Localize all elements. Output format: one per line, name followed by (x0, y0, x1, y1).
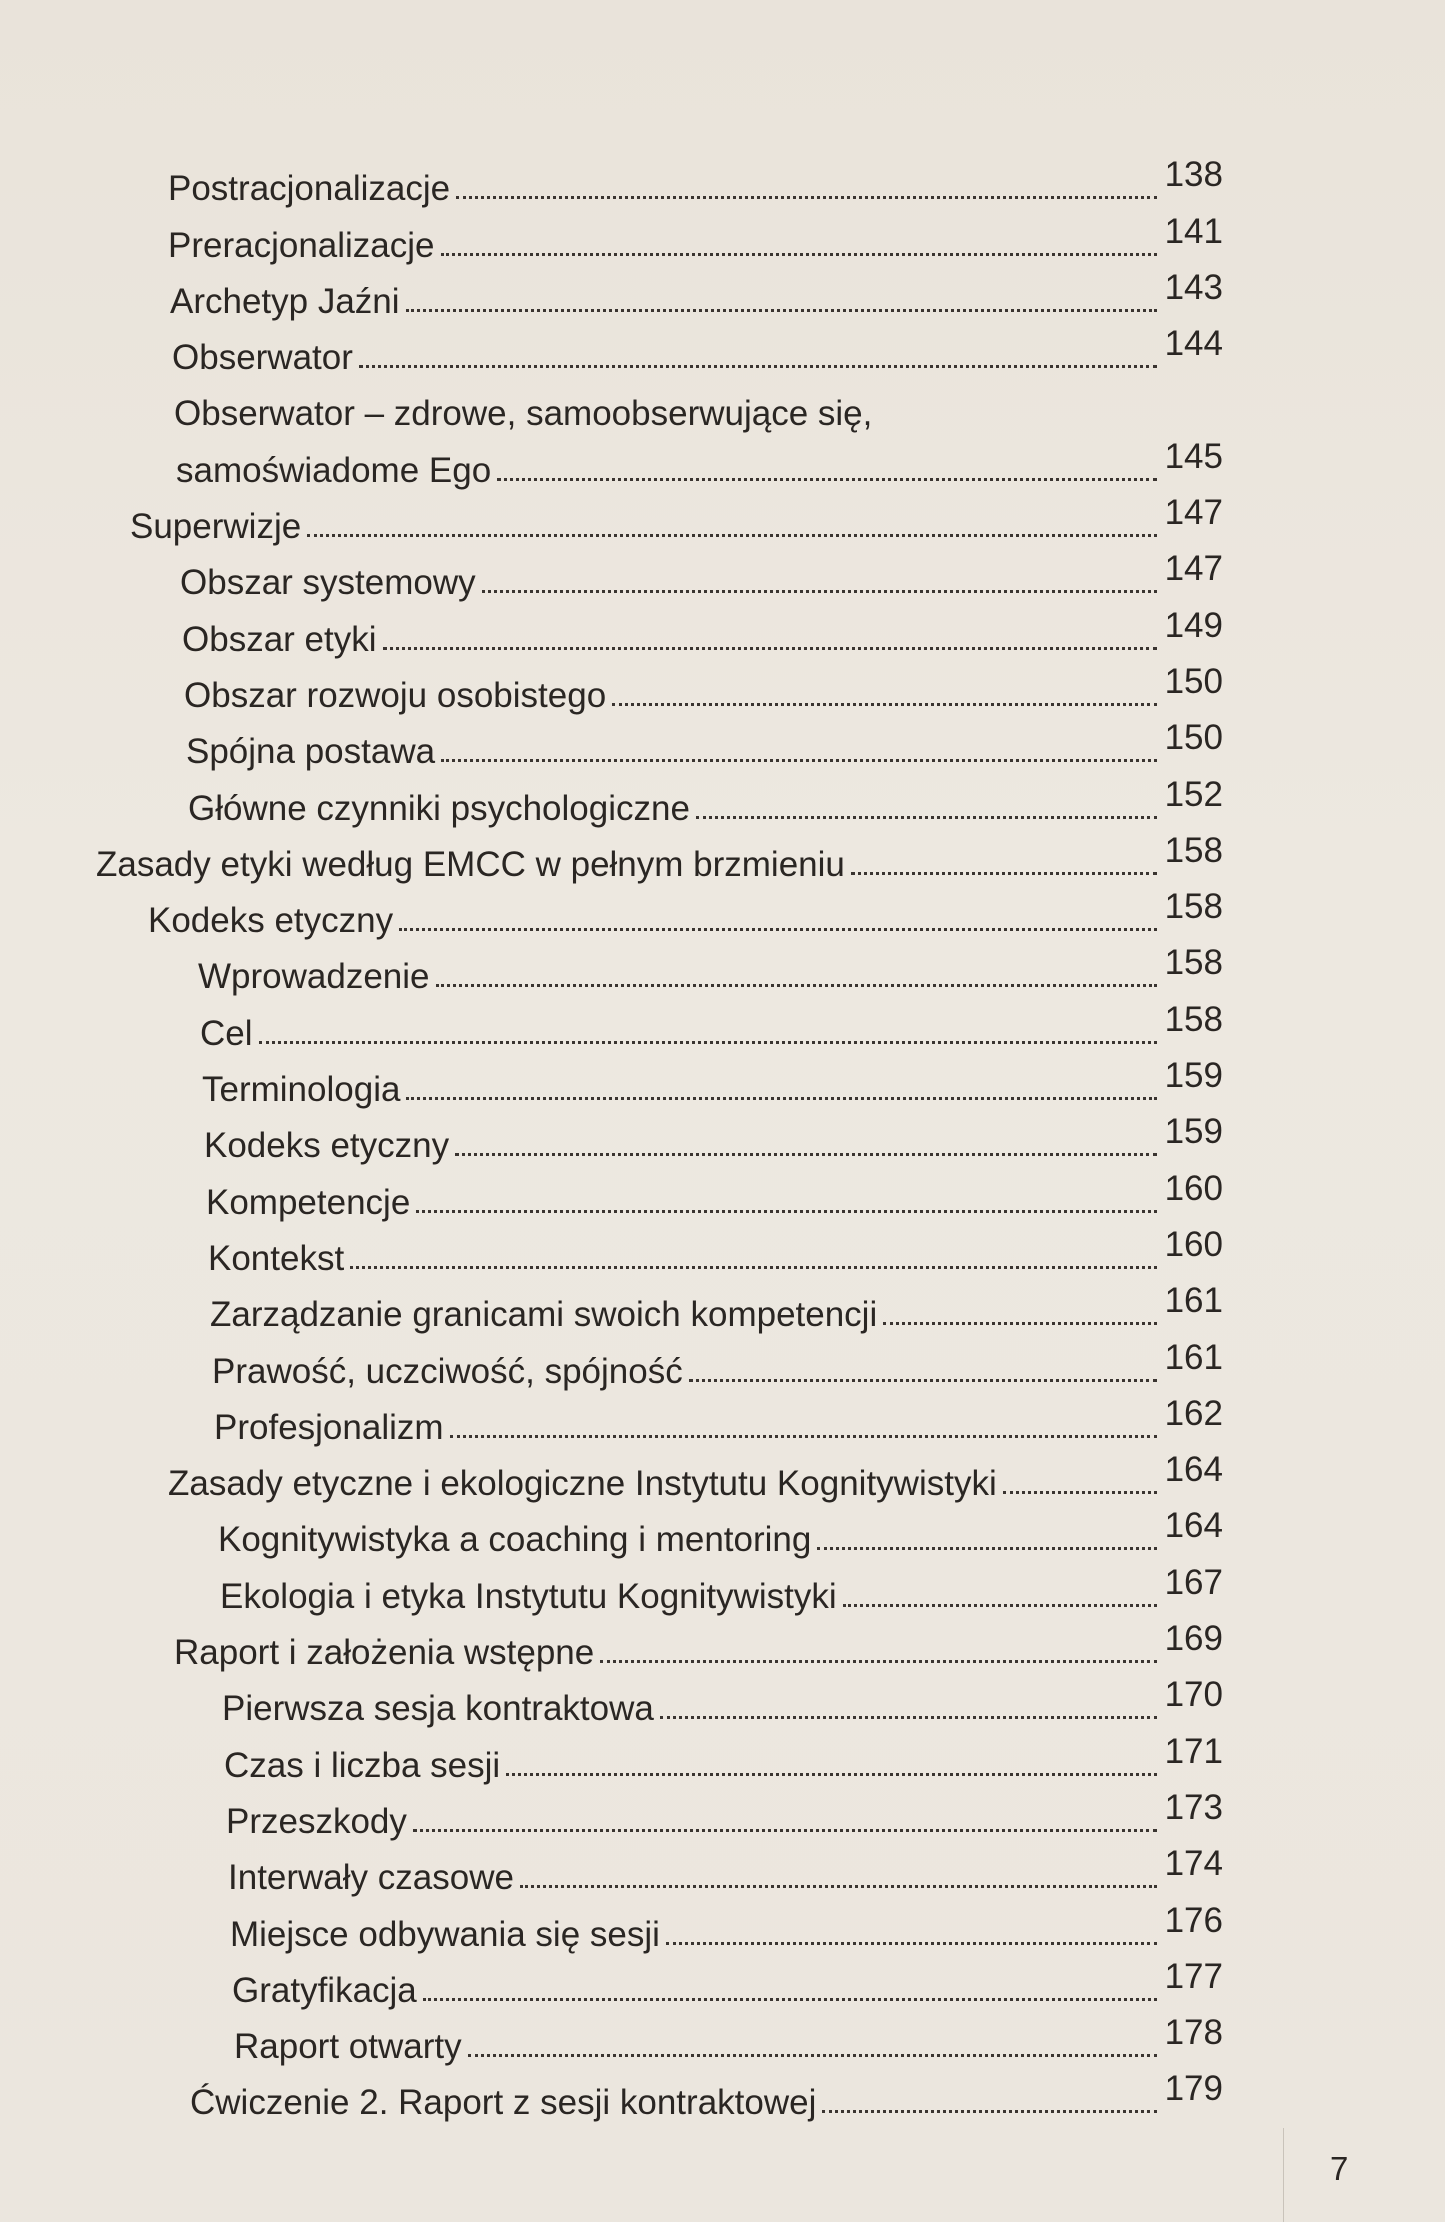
toc-entry-title: Kognitywistyka a coaching i mentoring (218, 1520, 812, 1560)
toc-entry (0, 488, 1445, 547)
toc-entry (0, 319, 1445, 378)
toc-entry-page: 164 (1164, 1506, 1223, 1546)
toc-entry-page: 178 (1164, 2013, 1223, 2053)
toc-entry-page: 149 (1164, 605, 1223, 645)
toc-entry (0, 1895, 1445, 1954)
toc-entry-page: 158 (1164, 830, 1223, 870)
toc-entry-page: 159 (1164, 1056, 1223, 1096)
dot-leader (468, 2054, 1157, 2057)
toc-entry (0, 375, 1445, 434)
dot-leader (416, 1210, 1157, 1213)
toc-entry-page: 161 (1164, 1281, 1223, 1321)
dot-leader (359, 365, 1157, 368)
toc-entry (0, 1107, 1445, 1166)
dot-leader (822, 2110, 1157, 2113)
toc-entry (0, 882, 1445, 941)
toc-entry-title: Zarządzanie granicami swoich kompetencji (210, 1295, 878, 1335)
dot-leader (350, 1266, 1157, 1269)
dot-leader (441, 253, 1157, 256)
toc-entry (0, 1051, 1445, 1110)
dot-leader (696, 816, 1157, 819)
toc-entry-page: 173 (1164, 1787, 1223, 1827)
dot-leader (383, 647, 1158, 650)
dot-leader (406, 309, 1157, 312)
toc-entry-title: Archetyp Jaźni (170, 281, 400, 321)
toc-entry-page: 161 (1164, 1337, 1223, 1377)
toc-entry (0, 544, 1445, 603)
toc-entry (0, 1445, 1445, 1504)
table-of-contents (0, 150, 1445, 2123)
toc-entry (0, 1220, 1445, 1276)
toc-entry-page: 164 (1164, 1450, 1223, 1490)
toc-entry (0, 206, 1445, 265)
toc-entry (0, 1839, 1445, 1898)
toc-entry-page: 144 (1164, 324, 1223, 364)
toc-entry-title: Kompetencje (206, 1182, 411, 1222)
toc-entry-page: 138 (1164, 155, 1223, 195)
toc-entry (0, 600, 1445, 659)
dot-leader (612, 703, 1157, 706)
toc-entry-page: 171 (1164, 1731, 1223, 1771)
toc-entry-page: 147 (1164, 549, 1223, 589)
toc-entry-page: 141 (1164, 211, 1223, 251)
dot-leader (689, 1379, 1157, 1382)
toc-entry-page: 176 (1164, 1900, 1223, 1940)
toc-entry-title: Raport otwarty (234, 2027, 462, 2067)
dot-leader (666, 1942, 1157, 1945)
toc-entry-page: 145 (1164, 436, 1223, 476)
toc-entry (0, 994, 1445, 1053)
toc-entry-title: Profesjonalizm (214, 1407, 444, 1447)
toc-entry-page: 158 (1164, 943, 1223, 983)
toc-entry-title: Obszar systemowy (180, 563, 476, 603)
dot-leader (456, 196, 1157, 199)
toc-entry-title: Preracjonalizacje (168, 225, 435, 265)
dot-leader (413, 1829, 1157, 1832)
toc-entry-title: Raport i założenia wstępne (174, 1633, 595, 1673)
toc-entry-title: Główne czynniki psychologiczne (188, 788, 690, 828)
toc-entry-page: 158 (1164, 999, 1223, 1039)
toc-entry-page: 179 (1164, 2069, 1223, 2109)
toc-entry (0, 1670, 1445, 1729)
toc-entry-page: 160 (1164, 1168, 1223, 1208)
toc-entry (0, 1332, 1445, 1391)
dot-leader (497, 478, 1157, 481)
toc-entry-page: 170 (1164, 1675, 1223, 1715)
toc-entry-page: 160 (1164, 1224, 1223, 1264)
toc-entry (0, 769, 1445, 828)
toc-entry (0, 2064, 1445, 2123)
toc-entry (0, 1614, 1445, 1673)
dot-leader (506, 1773, 1157, 1776)
toc-entry-title: Kodeks etyczny (148, 901, 394, 941)
toc-entry-title: Ćwiczenie 2. Raport z sesji kontraktowej (190, 2083, 817, 2123)
toc-entry-title: Gratyfikacja (232, 1970, 417, 2010)
page-number: 7 (1330, 2150, 1349, 2187)
dot-leader (482, 590, 1157, 593)
toc-entry (0, 1276, 1445, 1335)
dot-leader (450, 1435, 1157, 1438)
dot-leader (259, 1041, 1157, 1044)
toc-entry-title: samoświadome Ego (176, 450, 492, 490)
toc-entry-page: 150 (1164, 718, 1223, 758)
toc-entry-title: Obszar rozwoju osobistego (184, 675, 607, 715)
toc-entry-title: Interwały czasowe (228, 1858, 514, 1898)
toc-entry-title: Postracjonalizacje (168, 169, 451, 209)
toc-entry-title: Pierwsza sesja kontraktowa (222, 1689, 654, 1729)
dot-leader (1003, 1491, 1157, 1494)
toc-entry (0, 1557, 1445, 1616)
toc-entry-page: 150 (1164, 661, 1223, 701)
toc-entry (0, 1163, 1445, 1222)
toc-entry-title: Obszar etyki (182, 619, 377, 659)
toc-entry-title: Obserwator (172, 338, 353, 378)
dot-leader (600, 1660, 1157, 1663)
toc-entry-page: 143 (1164, 267, 1223, 307)
dot-leader (441, 759, 1157, 762)
dot-leader (520, 1885, 1157, 1888)
toc-entry-title: Kontekst (208, 1238, 345, 1278)
toc-entry-title: Obserwator – zdrowe, samoobserwujące się, (174, 394, 873, 434)
toc-entry (0, 826, 1445, 882)
dot-leader (436, 984, 1158, 987)
toc-entry-title: Zasady etyki według EMCC w pełnym brzmieniu (96, 844, 845, 884)
toc-entry-page: 167 (1164, 1562, 1223, 1602)
toc-entry-title: Przeszkody (226, 1801, 407, 1841)
toc-entry-page: 158 (1164, 887, 1223, 927)
toc-entry-page: 147 (1164, 493, 1223, 533)
dot-leader (399, 928, 1157, 931)
toc-entry (0, 1952, 1445, 2008)
toc-entry (0, 1389, 1445, 1445)
footer-divider (1283, 2128, 1284, 2222)
toc-entry (0, 263, 1445, 319)
dot-leader (455, 1153, 1157, 1156)
toc-entry-title: Prawość, uczciwość, spójność (212, 1351, 683, 1391)
toc-entry-title: Czas i liczba sesji (224, 1745, 501, 1785)
toc-entry (0, 938, 1445, 997)
toc-entry (0, 713, 1445, 772)
toc-entry-title: Cel (200, 1013, 253, 1053)
toc-entry-page: 159 (1164, 1112, 1223, 1152)
toc-entry (0, 431, 1445, 490)
dot-leader (843, 1604, 1157, 1607)
dot-leader (851, 872, 1157, 875)
dot-leader (817, 1547, 1157, 1550)
dot-leader (423, 1998, 1157, 2001)
toc-entry-title: Wprowadzenie (198, 957, 430, 997)
toc-entry-title: Zasady etyczne i ekologiczne Instytutu Kognitywistyki (168, 1464, 997, 1504)
toc-entry-page: 169 (1164, 1619, 1223, 1659)
dot-leader (883, 1322, 1157, 1325)
toc-entry (0, 1783, 1445, 1839)
toc-entry-page: 177 (1164, 1956, 1223, 1996)
toc-entry-page: 162 (1164, 1393, 1223, 1433)
toc-entry (0, 1726, 1445, 1785)
toc-entry (0, 150, 1445, 209)
toc-entry-page: 174 (1164, 1844, 1223, 1884)
toc-entry-title: Superwizje (130, 507, 302, 547)
toc-entry (0, 1501, 1445, 1560)
toc-entry-page: 152 (1164, 774, 1223, 814)
toc-entry-title: Terminologia (202, 1070, 401, 1110)
dot-leader (660, 1716, 1157, 1719)
dot-leader (307, 534, 1157, 537)
toc-entry (0, 657, 1445, 713)
toc-entry (0, 2008, 1445, 2067)
dot-leader (406, 1097, 1157, 1100)
toc-entry-title: Spójna postawa (186, 732, 436, 772)
toc-entry-title: Miejsce odbywania się sesji (230, 1914, 660, 1954)
toc-entry-title: Ekologia i etyka Instytutu Kognitywistyki (220, 1576, 837, 1616)
toc-entry-title: Kodeks etyczny (204, 1126, 450, 1166)
